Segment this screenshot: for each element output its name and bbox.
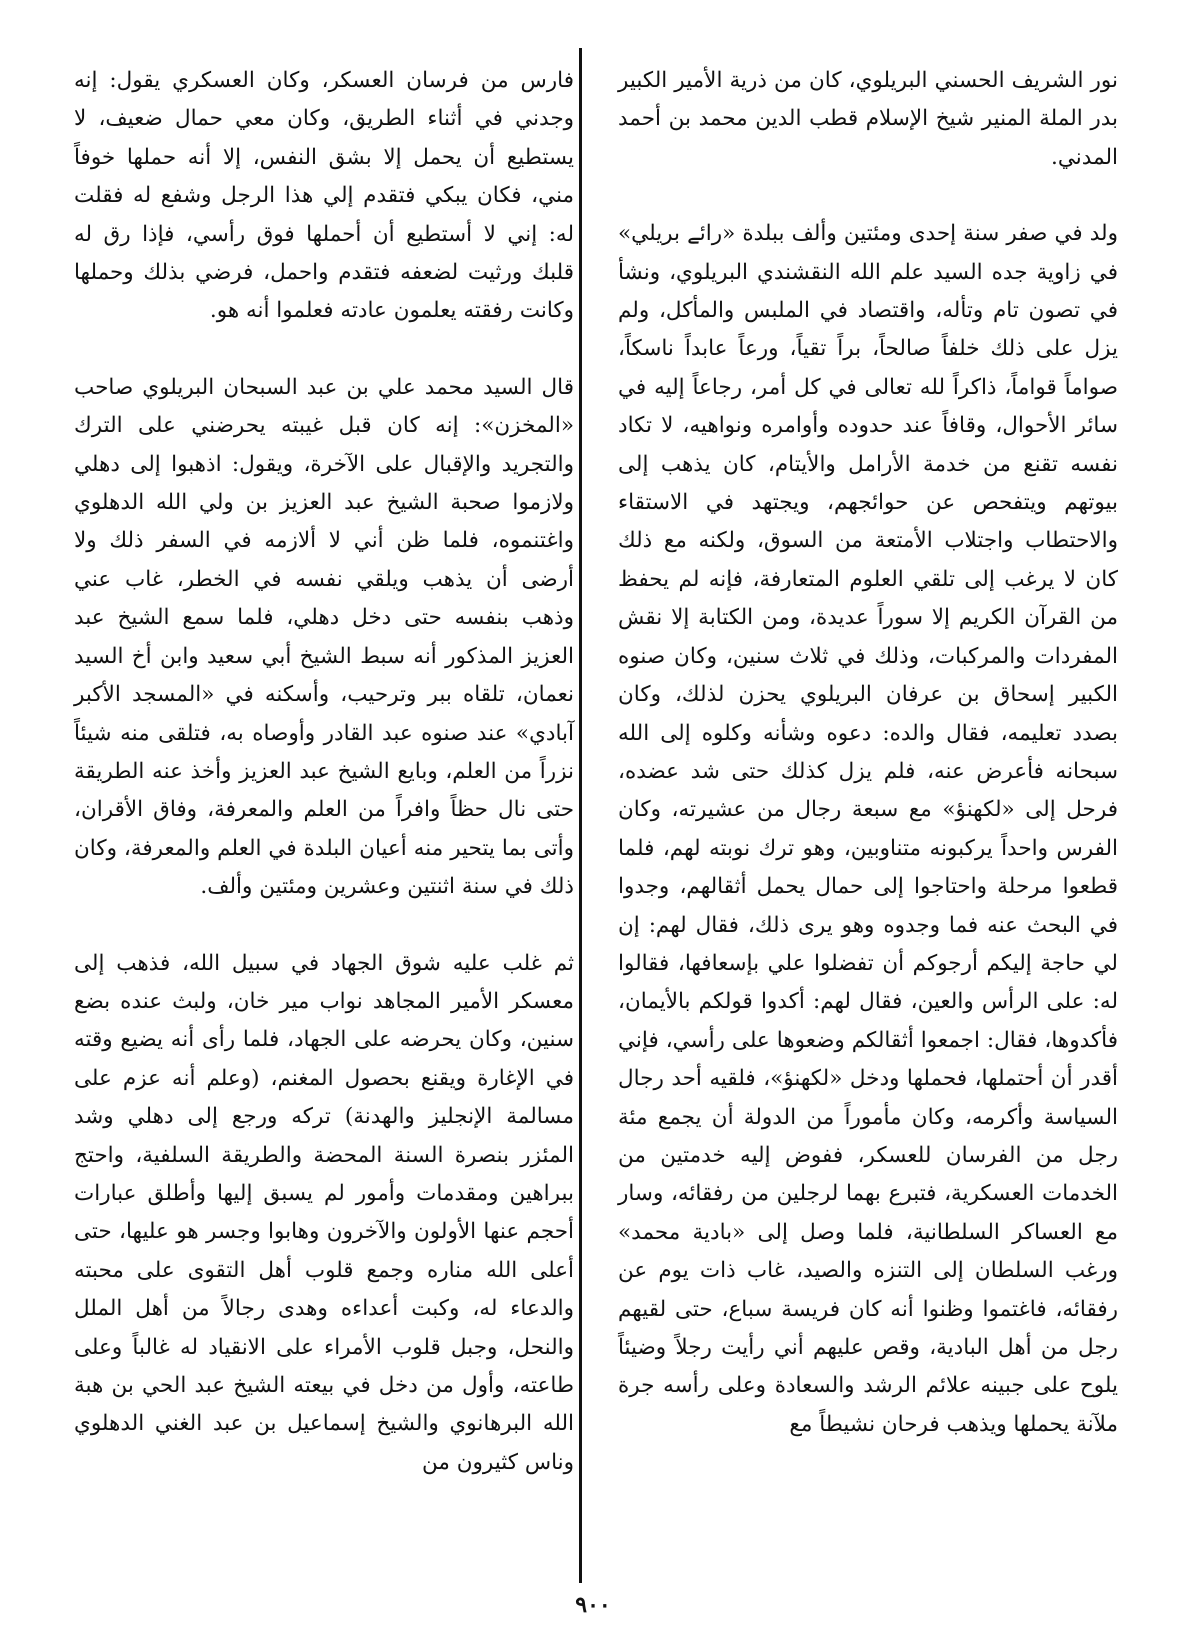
left-column bbox=[74, 62, 574, 1482]
right-column bbox=[618, 62, 1118, 1444]
paragraph: نور الشريف الحسني البريلوي، كان من ذرية الأمير الكبير بدر الملة المنير شيخ الإسلام قطب الدين محمد بن أحمد المدني. bbox=[618, 68, 1118, 170]
page-number: ٩٠٠ bbox=[575, 1592, 611, 1618]
paragraph: قال السيد محمد علي بن عبد السبحان البريلوي صاحب «المخزن»: إنه كان قبل غيبته يحرضني على الترك والتجريد والإقبال على الآخرة، ويقول: اذهبوا إلى دهلي ولازموا صحبة الشيخ عبد العزيز بن ولي الله الدهلوي واغتنموه، فلما ظن أني لا ألازمه في السفر ذلك ولا أرضى أن يذهب ويلقي نفسه في الخطر، غاب عني وذهب بنفسه حتى دخل دهلي، فلما سمع الشيخ عبد العزيز المذكور أنه سبط الشيخ أبي سعيد وابن أخ السيد نعمان، تلقاه ببر وترحيب، وأسكنه في «المسجد الأكبر آبادي» عند صنوه عبد القادر وأوصاه به، فتلقى منه شيئاً نزراً من العلم، وبايع الشيخ عبد العزيز وأخذ عنه الطريقة حتى نال حظاً وافراً من العلم والمعرفة، وفاق الأقران، وأتى بما يتحير منه أعيان البلدة في العلم والمعرفة، وكان ذلك في سنة اثنتين وعشرين ومئتين وألف. bbox=[74, 374, 574, 900]
paragraph: ثم غلب عليه شوق الجهاد في سبيل الله، فذهب إلى معسكر الأمير المجاهد نواب مير خان، ولبث عنده بضع سنين، وكان يحرضه على الجهاد، فلما رأى أنه يضيع وقته في الإغارة ويقنع بحصول المغنم، (وعلم أنه عزم على مسالمة الإنجليز والهدنة) تركه ورجع إلى دهلي وشد المئزر بنصرة السنة المحضة والطريقة السلفية، واحتج ببراهين ومقدمات وأمور لم يسبق إليها وأطلق عبارات أحجم عنها الأولون والآخرون وهابوا وجسر هو عليها، حتى أعلى الله مناره وجمع قلوب أهل التقوى على محبته والدعاء له، وكبت أعداءه وهدى رجالاً من أهل الملل والنحل، وجبل قلوب الأمراء على الانقياد له غالباً وعلى طاعته، وأول من دخل في بيعته الشيخ عبد الحي بن هبة الله البرهانوي والشيخ إسماعيل بن عبد الغني الدهلوي وناس كثيرون من bbox=[74, 950, 574, 1475]
paragraph: ولد في صفر سنة إحدى ومئتين وألف ببلدة «رائے بريلي» في زاوية جده السيد علم الله النقشندي البريلوي، ونشأ في تصون تام وتأله، واقتصاد في الملبس والمأكل، ولم يزل على ذلك خلفاً صالحاً، براً تقياً، ورعاً عابداً ناسكاً، صواماً قواماً، ذاكراً لله تعالى في كل أمر، رجاعاً إليه في سائر الأحوال، وقافاً عند حدوده وأوامره ونواهيه، لا تكاد نفسه تقنع من خدمة الأرامل والأيتام، كان يذهب إلى بيوتهم ويتفحص عن حوائجهم، ويجتهد في الاستقاء والاحتطاب واجتلاب الأمتعة من السوق، ولكنه مع ذلك كان لا يرغب إلى تلقي العلوم المتعارفة، فإنه لم يحفظ من القرآن الكريم إلا سوراً عديدة، ومن الكتابة إلا نقش المفردات والمركبات، وذلك في ثلاث سنين، وكان صنوه الكبير إسحاق بن عرفان البريلوي يحزن لذلك، وكان بصدد تعليمه، فقال والده: دعوه وشأنه وكلوه إلى الله سبحانه فأعرض عنه، فلم يزل كذلك حتى شد عضده، فرحل إلى «لكهنؤ» مع سبعة رجال من عشيرته، وكان الفرس واحداً يركبونه متناوبين، وهو ترك نوبته لهم، فلما قطعوا مرحلة واحتاجوا إلى حمال يحمل أثقالهم، وجدوا في البحث عنه فما وجدوه وهو يرى ذلك، فقال لهم: إن لي حاجة إليكم أرجوكم أن تفضلوا علي بإسعافها، فقالوا له: على الرأس والعين، فقال لهم: أكدوا قولكم بالأيمان، فأكدوها، فقال: اجمعوا أثقالكم وضعوها على رأسي، فإني أقدر أن أحتملها، فحملها ودخل «لكهنؤ»، فلقيه أحد رجال السياسة وأكرمه، وكان مأموراً من الدولة أن يجمع مئة رجل من الفرسان للعسكر، ففوض إليه خدمتين من الخدمات العسكرية، فتبرع بهما لرجلين من رفقائه، وسار مع العساكر السلطانية، فلما وصل إلى «بادية محمد» ورغب السلطان إلى التنزه والصيد، غاب ذات يوم عن رفقائه، فاغتموا وظنوا أنه كان فريسة سباع، حتى لقيهم رجل من أهل البادية، وقص عليهم أني رأيت رجلاً وضيئاً يلوح على جبينه علائم الرشد والسعادة وعلى رأسه جرة ملآنة يحملها ويذهب فرحان نشيطاً مع bbox=[618, 221, 1118, 1437]
column-divider bbox=[579, 48, 582, 1583]
paragraph: فارس من فرسان العسكر، وكان العسكري يقول: إنه وجدني في أثناء الطريق، وكان معي حمال ضعيف، لا يستطيع أن يحمل إلا بشق النفس، إلا أنه حملها خوفاً مني، فكان يبكي فتقدم إلي هذا الرجل وشفع له فقلت له: إني لا أستطيع أن أحملها فوق رأسي، فإذا رق له قلبك ورثيت لضعفه فتقدم واحمل، فرضي بذلك وحملها وكانت رفقته يعلمون عادته فعلموا أنه هو. bbox=[74, 68, 574, 324]
